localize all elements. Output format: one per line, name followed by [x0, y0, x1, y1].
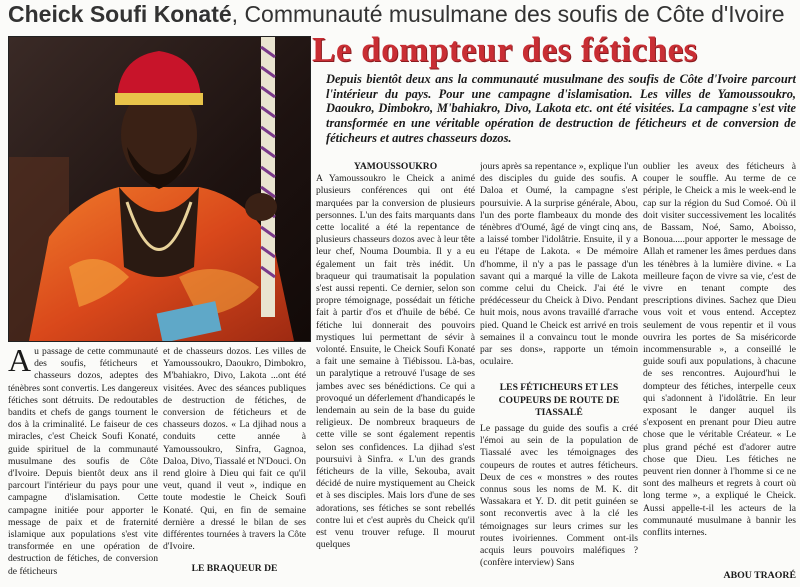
- column-4-text-1: jours après sa repentance », explique l'un des disciples du guide des soufis. A Daloa et Oumé, la campagne s'est poursuivie. A la surprise générale, Abou, l'un des porte flambeaux du monde des ténèbres d'Oumé, âgé de vingt cinq ans, a laissé tomber l'idolâtrie. Ensuite, il y a eu l'étape de Lakota. « De mémoire d'homme, il n'y a pas le passage d'un savant qui a marqué la ville de Lakota comme celui du Cheick. J'ai été le prédécesseur du Cheick à Divo. Pendant huit mois, nous avons travaillé d'arrache pied. Quand le Cheick est arrivé en trois semaines il a convaincu tout le monde par ses dons», rapporte un témoin oculaire.: [480, 161, 638, 368]
- portrait-photo: [8, 36, 311, 342]
- column-1-text: u passage de cette communauté des soufis, féticheurs et chasseurs dozos, adeptes des ténèbres sont convertis. Les dangereux fétiches sont détruits. De redoutables bandits et chefs de gangs tournent le dos à la criminalité. Le faiseur de ces miracles, c'est Cheick Soufi Konaté, guide spirituel de la communauté musulmane des soufis de Côte d'Ivoire. Depuis bientôt deux ans il parcourt l'intérieur du pays pour une campagne d'islamisation. Cette campagne initiée pour apporter le message de paix et de fraternité islamique aux populations s'est vite transformée en une opération de destruction de fétiches, de conversion de féticheurs: [8, 346, 158, 577]
- column-2-text: et de chasseurs dozos. Les villes de Yamoussoukro, Daoukro, Dimbokro, M'bahiakro, Divo, Lakota ...ont été visitées. Avec des séances publiques de destruction de fétiches, de conversion de féticheurs et de chasseurs dozos. « La djihad nous a conduits cette année à Yamoussoukro, Sinfra, Gagnoa, Daloa, Divo, Tiassalé et N'Douci. On rend gloire à Dieu qui fait ce qu'il veut, quand il veut », indique en toute modestie le Cheick Soufi Konaté. Qui, en fin de semaine dernière a dressé le bilan de ses différentes tournées à travers la Côte d'Ivoire.: [163, 346, 306, 553]
- article-column-1: [8, 346, 158, 584]
- column-4-text-2: Le passage du guide des soufis a créé l'émoi au sein de la population de Tiassalé avec les témoignages des coupeurs de routes et autres féticheurs. Deux de ces « monstres » des routes connus sous les noms de M. K. dit Wassakara et Y. D. dit petit guinéen se sont reconvertis avec à la clé les témoignages sur leurs crimes sur les routes ivoiriennes. Comment ont-ils acquis leurs pouvoirs maléfiques ? (confère interview) Sans: [480, 423, 638, 569]
- article-column-2: [163, 346, 306, 584]
- page-header: [8, 1, 798, 27]
- article-column-4: [480, 161, 638, 584]
- subheading-braqueur: LE BRAQUEUR DE: [191, 563, 278, 575]
- article-lede: Depuis bientôt deux ans la communauté musulmane des soufis de Côte d'Ivoire parcourt l'intérieur du pays. Pour une campagne d'islamisation. Les villes de Yamoussoukro, Daoukro, Dimbokro, M'bahiakro, Divo, Lakota etc. ont été visitées. La campagne s'est vite transformée en une véritable opération de destruction de féticheurs et de conversion de féticheurs et autres chasseurs dozos.: [326, 72, 796, 145]
- subheading-yamoussoukro: YAMOUSSOUKRO: [353, 161, 438, 172]
- header-separator: ,: [231, 1, 239, 27]
- column-3-text: A Yamoussoukro le Cheick a animé plusieurs conférences qui ont été marquées par la conversion de plusieurs personnes. L'un des faits marquants dans cette localité a été la repentance de plusieurs chasseurs dozos avec à leur tête leur chef, Nouma Doumbia. Il y a eu également un fait très inédit. Un braqueur qui traumatisait la population s'est aussi repenti. Ce dernier, selon son propre témoignage, possédait un fétiche fait à partir d'os et d'huile de bébé. Ce fétiche lui donnerait des pouvoirs mystiques lui permettant de sévir à volonté. Ensuite, le Cheick Soufi Konaté a fait une semaine à Tiébissou. Là-bas, un paralytique a retrouvé l'usage de ses jambes avec ses bénédictions. Ce qui a provoqué un déferlement d'handicapés le lendemain au sein de la base du guide religieux. De nombreux braqueurs de cette ville se sont également repentis selon ses confidences. La djihad s'est poursuivi à Sinfra. « L'un des grands féticheurs de la ville, Sekouba, avait décidé de nuire mystiquement au Cheick et à ses disciples. Mais lors d'une de ses adorations, ses fétiches se sont rebellés contre lui et c'est auprès du Cheick qu'il est venu trouver refuge. Il mourut quelques: [316, 173, 475, 551]
- column-5-text: oublier les aveux des féticheurs à couper le souffle. Au terme de ce périple, le Cheick a mis le week-end le cap sur la région du Sud Comoé. Où il doit visiter successivement les localités de Bassam, Noé, Samo, Aboisso, Bonoua.....pour apporter le message de Allah et ramener les âmes perdues dans les ténèbres à la lumière divine. « La meilleure façon de vivre sa vie, c'est de vivre en tenant compte des prescriptions divines. Sachez que Dieu vous voit et vous entend. Acceptez seulement de vous repentir et il vous ouvrira les portes de Sa miséricorde incommensurable », a conseillé le guide soufi aux populations, à chacune de ses rencontres. Aujourd'hui le dompteur des fétiches, interpelle ceux qui s'adonnent à l'idolâtrie. En leur exposant le danger auquel ils s'exposent en prenant pour Dieu autre chose que le véritable Créateur. « Le plus grand péché est d'adorer autre chose que Dieu. Les fétiches ne peuvent rien donner à l'homme si ce ne sont des malheurs et regrets à court où long terme », a expliqué le Cheick. Aussi appelle-t-il les acteurs de la communauté musulmane à bannir les conflits internes.: [643, 161, 796, 539]
- subheading-tiassale: LES FÉTICHEURS ET LES COUPEURS DE ROUTE DE TIASSALÉ: [498, 382, 620, 418]
- article-column-3: [316, 161, 475, 584]
- portrait-illustration: [9, 37, 310, 341]
- author-byline: ABOU TRAORÉ: [723, 570, 796, 581]
- header-organization: Communauté musulmane des soufis de Côte d'Ivoire: [244, 1, 785, 27]
- article-column-5: [643, 161, 796, 584]
- article-title: Le dompteur des fétiches: [312, 30, 698, 69]
- drop-cap: A: [8, 346, 32, 378]
- header-name: Cheick Soufi Konaté: [8, 1, 232, 27]
